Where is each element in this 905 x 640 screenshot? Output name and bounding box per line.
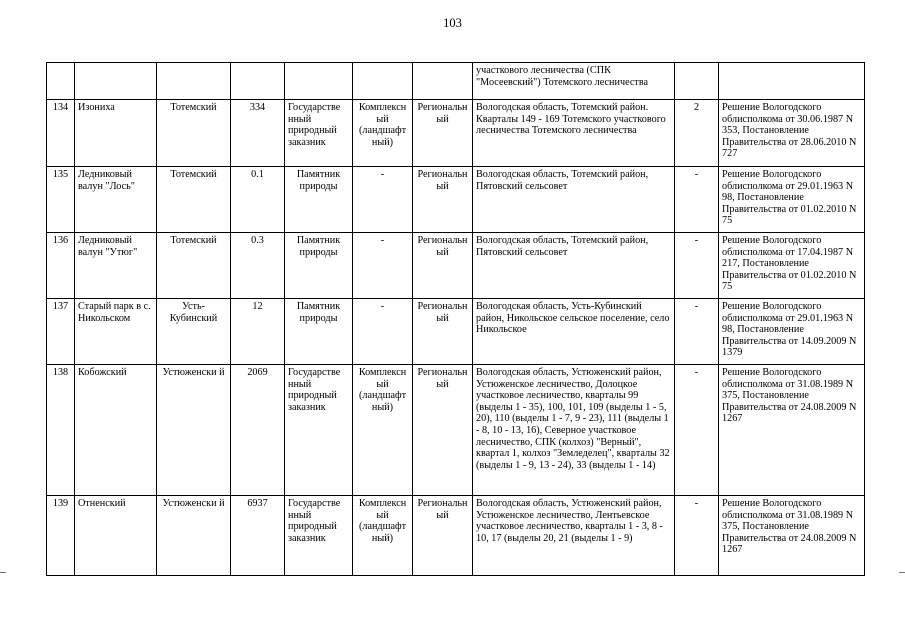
area-size: 0.1 [231,167,285,233]
profile [353,63,413,100]
category: Государстве нный природный заказник [285,100,353,167]
row-number: 138 [47,365,75,496]
cluster-count [675,63,719,100]
significance: Региональн ый [413,365,473,496]
table-row [47,167,865,233]
founding-document: Решение Вологодского облисполкома от 17.04.1987 N 217, Постановление Правительства от 01.02.2010 N 75 [719,233,865,299]
founding-document: Решение Вологодского облисполкома от 29.01.1963 N 98, Постановление Правительства от 01.02.2010 N 75 [719,167,865,233]
scan-edge-mark-left [0,572,6,573]
row-number: 136 [47,233,75,299]
cluster-count: - [675,496,719,576]
table-row [47,365,865,496]
row-number: 139 [47,496,75,576]
area-size: 2069 [231,365,285,496]
district [157,63,231,100]
area-size [231,63,285,100]
row-number: 137 [47,299,75,365]
table-row [47,299,865,365]
founding-document: Решение Вологодского облисполкома от 31.08.1989 N 375, Постановление Правительства от 24.08.2009 N 1267 [719,496,865,576]
location: Вологодская область, Тотемский район, Пятовский сельсовет [473,167,675,233]
location: Вологодская область, Усть-Кубинский район, Никольское сельское поселение, село Никольское [473,299,675,365]
founding-document: Решение Вологодского облисполкома от 31.08.1989 N 375, Постановление Правительства от 24.08.2009 N 1267 [719,365,865,496]
location: Вологодская область, Устюженский район, Устюженское лесничество, Долоцкое участковое лесничество, кварталы 99 (выделы 1 - 35), 100, 101, 109 (выделы 1 - 5, 20), 110 (выделы 1 - 7, 9 - 23), 111 (выделы 1 - 8, 10 - 13, 16), Северное участковое лесничество, СПК (колхоз) "Верный", квартал 1, колхоз "Земледелец", кварталы 32 (выделы 1 - 9, 13 - 24), 33 (выделы 1 - 14) [473,365,675,496]
area-name: Ледниковый валун "Утюг" [75,233,157,299]
row-number: 135 [47,167,75,233]
profile: Комплексн ый (ландшафт ный) [353,496,413,576]
location: Вологодская область, Устюженский район, Устюженское лесничество, Лентьевское участковое лесничество, кварталы 1 - 3, 8 - 10, 17 (выделы 20, 21 (выделы 1 - 9) [473,496,675,576]
scan-edge-mark-right [899,572,905,573]
category: Государстве нный природный заказник [285,365,353,496]
category: Памятник природы [285,167,353,233]
significance: Региональн ый [413,496,473,576]
cluster-count: - [675,299,719,365]
protected-areas-table [46,62,865,576]
district: Усть-Кубинский [157,299,231,365]
area-name [75,63,157,100]
profile: Комплексн ый (ландшафт ный) [353,100,413,167]
row-number [47,63,75,100]
significance: Региональн ый [413,299,473,365]
category: Государстве нный природный заказник [285,496,353,576]
location: Вологодская область, Тотемский район, Пятовский сельсовет [473,233,675,299]
page-number: 103 [443,16,462,30]
area-name: Кобожский [75,365,157,496]
table-row [47,496,865,576]
table-row [47,233,865,299]
table-row [47,100,865,167]
district: Устюженски й [157,496,231,576]
founding-document: Решение Вологодского облисполкома от 29.01.1963 N 98, Постановление Правительства от 14.09.2009 N 1379 [719,299,865,365]
area-size: 0.3 [231,233,285,299]
area-size: 334 [231,100,285,167]
cluster-count: - [675,233,719,299]
category: Памятник природы [285,299,353,365]
category: Памятник природы [285,233,353,299]
location: Вологодская область, Тотемский район. Кварталы 149 - 169 Тотемского участкового лесничества Тотемского лесничества [473,100,675,167]
location: участкового лесничества (СПК "Мосеевский") Тотемского лесничества [473,63,675,100]
founding-document: Решение Вологодского облисполкома от 30.06.1987 N 353, Постановление Правительства от 28.06.2010 N 727 [719,100,865,167]
district: Тотемский [157,233,231,299]
district: Тотемский [157,167,231,233]
significance: Региональн ый [413,233,473,299]
area-name: Старый парк в с. Никольском [75,299,157,365]
row-number: 134 [47,100,75,167]
table-row [47,63,865,100]
category [285,63,353,100]
district: Тотемский [157,100,231,167]
significance: Региональн ый [413,167,473,233]
area-size: 6937 [231,496,285,576]
area-size: 12 [231,299,285,365]
area-name: Ледниковый валун "Лось" [75,167,157,233]
profile: - [353,233,413,299]
profile: Комплексн ый (ландшафт ный) [353,365,413,496]
cluster-count: - [675,365,719,496]
significance [413,63,473,100]
profile: - [353,299,413,365]
founding-document [719,63,865,100]
cluster-count: 2 [675,100,719,167]
significance: Региональн ый [413,100,473,167]
profile: - [353,167,413,233]
district: Устюженски й [157,365,231,496]
cluster-count: - [675,167,719,233]
area-name: Изониха [75,100,157,167]
area-name: Отненский [75,496,157,576]
